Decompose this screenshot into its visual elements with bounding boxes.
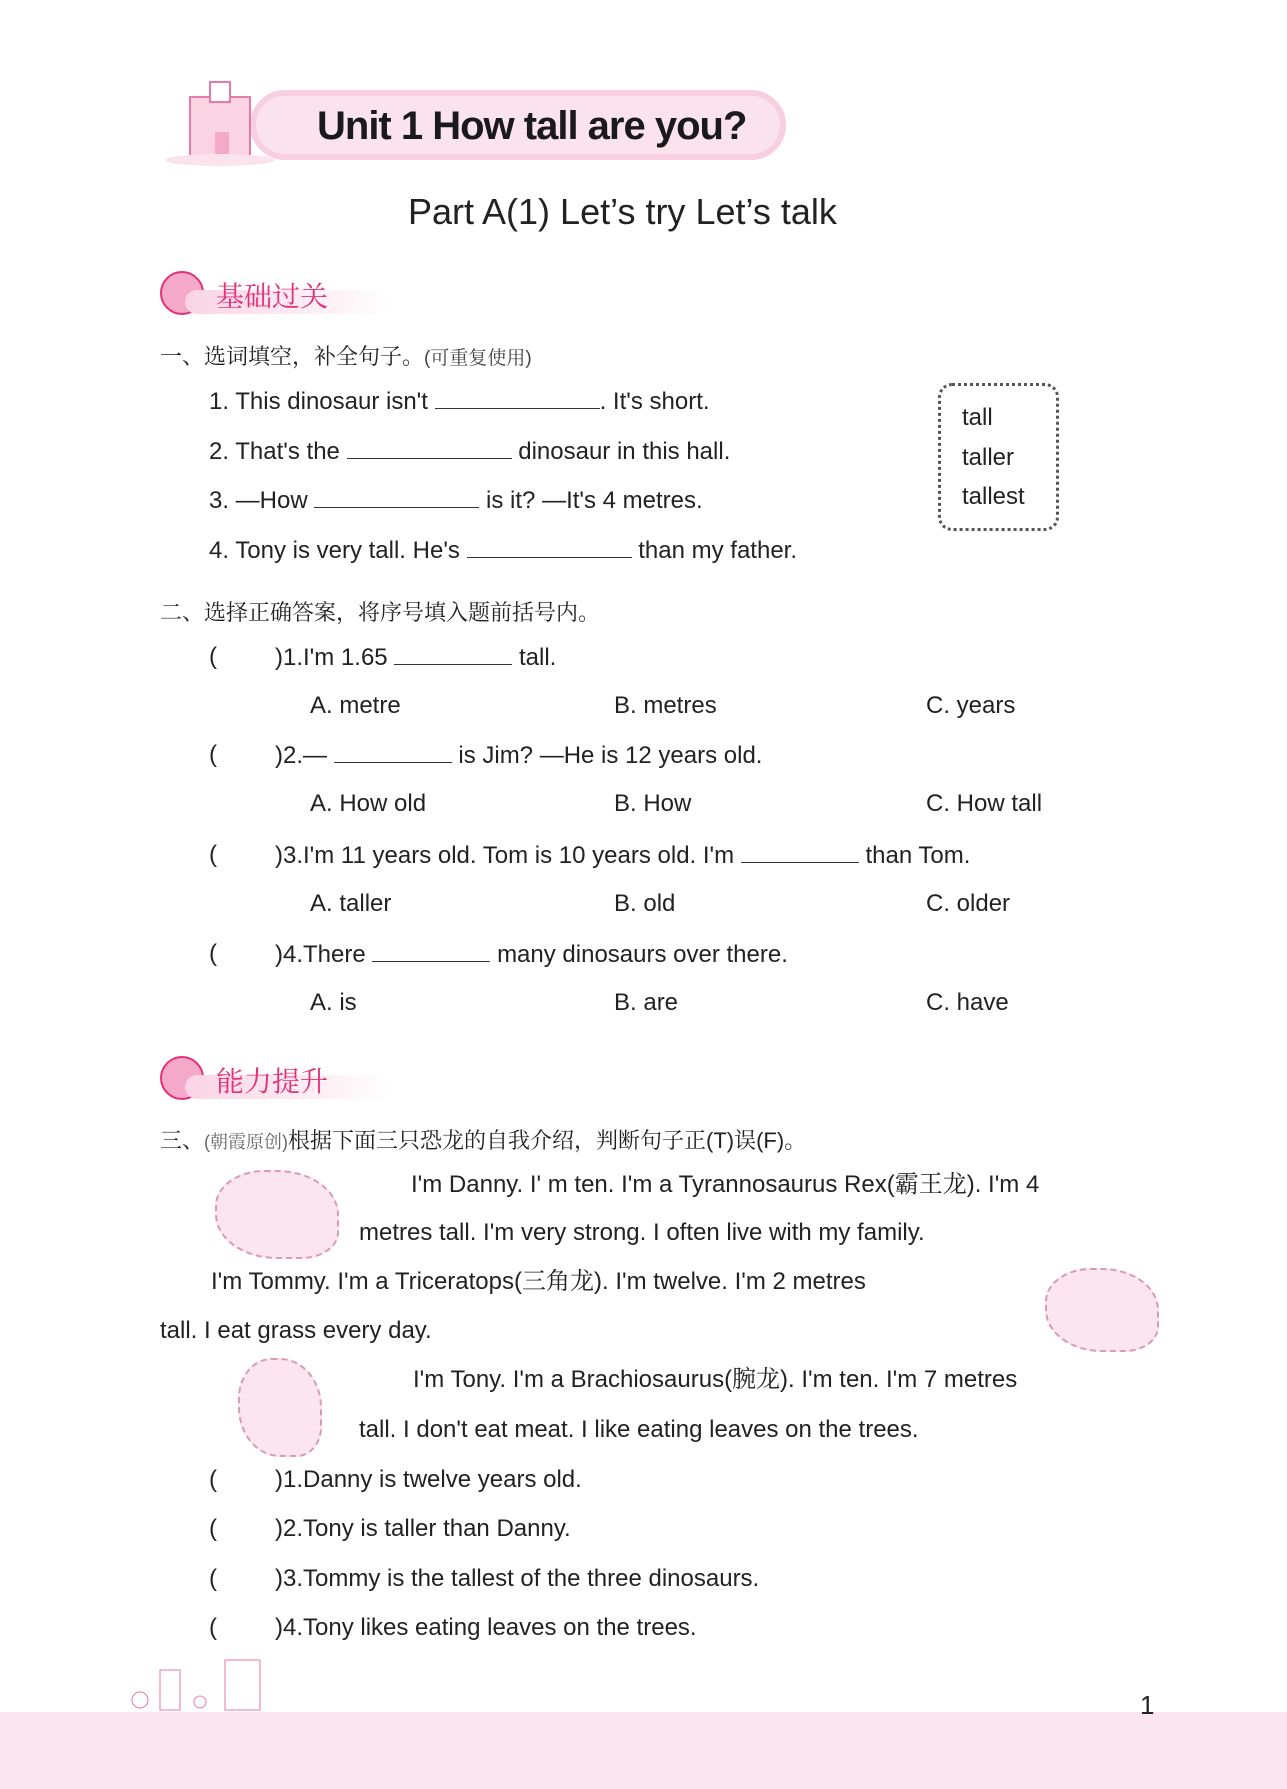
- section-basic-label: 基础过关: [216, 281, 329, 312]
- footer-band: [0, 1712, 1287, 1789]
- item-text: 1. This dinosaur isn't: [209, 388, 428, 415]
- item-number: )2.: [275, 1515, 304, 1542]
- passage-line: I'm Danny. I' m ten. I'm a Tyrannosaurus Rex(霸王龙). I'm 4: [411, 1171, 1040, 1198]
- item-text: Tony likes eating leaves on the trees.: [303, 1614, 697, 1641]
- item-text: There: [303, 941, 366, 968]
- tyrannosaurus-illustration: [215, 1170, 339, 1259]
- q1-item: [209, 535, 797, 566]
- word-bank-item: tallest: [962, 483, 1025, 510]
- q2-item: [275, 642, 556, 673]
- q2-item: [275, 840, 970, 871]
- item-number: )2.: [275, 742, 304, 769]
- option-a[interactable]: A. taller: [310, 890, 392, 917]
- passage-line: I'm Tommy. I'm a Triceratops(三角龙). I'm twelve. I'm 2 metres: [211, 1268, 866, 1295]
- answer-blank: [334, 740, 452, 763]
- passage-line: I'm Tony. I'm a Brachiosaurus(腕龙). I'm ten. I'm 7 metres: [413, 1366, 1018, 1393]
- item-number: )1.: [275, 644, 304, 671]
- brachiosaurus-illustration: [238, 1358, 322, 1457]
- item-text: dinosaur in this hall.: [518, 438, 731, 465]
- q1-item: [209, 386, 710, 417]
- item-number: )4.: [275, 941, 304, 968]
- q2-heading: 二、选择正确答案，将序号填入题前括号内。: [160, 600, 601, 625]
- passage-line: metres tall. I'm very strong. I often live with my family.: [359, 1219, 925, 1246]
- item-text: —: [303, 742, 328, 769]
- triceratops-illustration: [1045, 1268, 1159, 1352]
- option-c[interactable]: C. older: [926, 890, 1011, 917]
- item-number: )4.: [275, 1614, 304, 1641]
- word-bank-item: tall: [962, 404, 993, 431]
- item-text: Danny is twelve years old.: [303, 1466, 582, 1493]
- answer-bracket[interactable]: (: [209, 841, 217, 868]
- item-text: many dinosaurs over there.: [497, 941, 788, 968]
- answer-bracket[interactable]: (: [209, 1515, 217, 1542]
- answer-bracket[interactable]: (: [209, 741, 217, 768]
- option-c[interactable]: C. have: [926, 989, 1009, 1016]
- item-number: )3.: [275, 1565, 304, 1592]
- option-c[interactable]: C. How tall: [926, 790, 1043, 817]
- item-text: I'm 11 years old. Tom is 10 years old. I'm: [303, 842, 735, 869]
- item-text: 3. —How: [209, 487, 308, 514]
- item-text: is Jim? —He is 12 years old.: [458, 742, 763, 769]
- answer-blank: [741, 840, 859, 863]
- option-b[interactable]: B. How: [614, 790, 692, 817]
- unit-title: Unit 1 How tall are you?: [317, 104, 747, 148]
- answer-blank[interactable]: [347, 436, 512, 459]
- q1-note: (可重复使用): [424, 348, 532, 369]
- passage-line: tall. I don't eat meat. I like eating leaves on the trees.: [359, 1416, 919, 1443]
- q2-item: [275, 939, 788, 970]
- q1-heading: [160, 340, 532, 371]
- q3-heading: [160, 1124, 806, 1155]
- item-text: . It's short.: [599, 388, 710, 415]
- answer-bracket[interactable]: (: [209, 940, 217, 967]
- section-ability-label: 能力提升: [216, 1066, 329, 1097]
- q3-heading-text: 根据下面三只恐龙的自我介绍，判断句子正(T)误(F)。: [288, 1128, 807, 1153]
- answer-blank: [394, 642, 512, 665]
- option-b[interactable]: B. are: [614, 989, 679, 1016]
- judgment-item: [275, 1613, 697, 1643]
- item-text: Tony is taller than Danny.: [303, 1515, 571, 1542]
- q2-item: [275, 740, 762, 771]
- judgment-item: [275, 1465, 582, 1495]
- answer-bracket[interactable]: (: [209, 643, 217, 670]
- page-number: 1: [1140, 1690, 1155, 1720]
- school-building-icon: [165, 72, 275, 167]
- item-text: 4. Tony is very tall. He's: [209, 537, 460, 564]
- option-c[interactable]: C. years: [926, 692, 1016, 719]
- item-number: )3.: [275, 842, 304, 869]
- answer-blank[interactable]: [314, 485, 479, 508]
- item-text: Tommy is the tallest of the three dinosaurs.: [303, 1565, 760, 1592]
- item-text: I'm 1.65: [303, 644, 388, 671]
- q3-number: 三、: [160, 1128, 205, 1153]
- item-number: )1.: [275, 1466, 304, 1493]
- answer-bracket[interactable]: (: [209, 1565, 217, 1592]
- option-a[interactable]: A. is: [310, 989, 357, 1016]
- item-text: tall.: [518, 644, 557, 671]
- answer-blank[interactable]: [435, 386, 600, 409]
- option-a[interactable]: A. metre: [310, 692, 401, 719]
- item-text: than Tom.: [865, 842, 971, 869]
- q1-heading-text: 一、选词填空，补全句子。: [160, 344, 425, 369]
- town-decoration-icon: [120, 1650, 320, 1715]
- judgment-item: [275, 1514, 571, 1544]
- word-bank-item: taller: [962, 444, 1015, 471]
- q1-item: [209, 485, 703, 516]
- q3-source: (朝霞原创): [204, 1132, 289, 1152]
- passage-line: tall. I eat grass every day.: [160, 1317, 432, 1344]
- answer-bracket[interactable]: (: [209, 1466, 217, 1493]
- option-a[interactable]: A. How old: [310, 790, 427, 817]
- answer-bracket[interactable]: (: [209, 1614, 217, 1641]
- item-text: than my father.: [638, 537, 798, 564]
- item-text: is it? —It's 4 metres.: [486, 487, 703, 514]
- answer-blank[interactable]: [467, 535, 632, 558]
- part-title: Part A(1) Let’s try Let’s talk: [408, 191, 837, 232]
- item-text: 2. That's the: [209, 438, 340, 465]
- answer-blank: [372, 939, 490, 962]
- option-b[interactable]: B. metres: [614, 692, 717, 719]
- q1-item: [209, 436, 730, 467]
- judgment-item: [275, 1564, 759, 1594]
- option-b[interactable]: B. old: [614, 890, 676, 917]
